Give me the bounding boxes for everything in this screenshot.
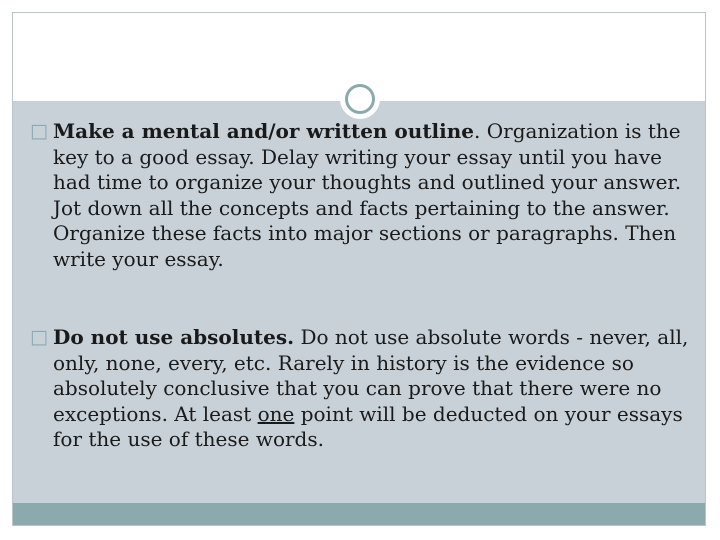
bullet-text xyxy=(30,325,695,453)
bullet-marker-icon: □ xyxy=(30,326,48,348)
bullet-outline xyxy=(30,119,695,272)
bullet-lead: Make a mental and/or written outline xyxy=(53,119,475,143)
bullet-underlined-word: one xyxy=(257,401,295,426)
bullet-marker-icon: □ xyxy=(30,120,48,142)
bullet-body-after: point will be deducted on your essays for the use of these words. xyxy=(53,401,683,451)
bullet-absolutes xyxy=(30,325,695,453)
circle-ring xyxy=(345,84,375,114)
bullet-body-before: Do not use absolute words - never, all, only, none, every, etc. Rarely in history is the evidence so absolutely conclusive that you can prove that there were no exceptions. At least xyxy=(53,325,689,426)
circle-ornament xyxy=(340,79,380,119)
bullet-text xyxy=(30,119,695,272)
bullet-lead: Do not use absolutes. xyxy=(53,325,295,349)
bullet-lead-tail: . xyxy=(474,119,481,143)
bullet-body: Organization is the key to a good essay. Delay writing your essay until you have had time to organize your thoughts and outlined your answer. Jot down all the concepts and facts pertaining to the answer. Organize these facts into major sections or paragraphs. Then write your essay. xyxy=(53,119,682,271)
footer-bar xyxy=(13,503,705,525)
